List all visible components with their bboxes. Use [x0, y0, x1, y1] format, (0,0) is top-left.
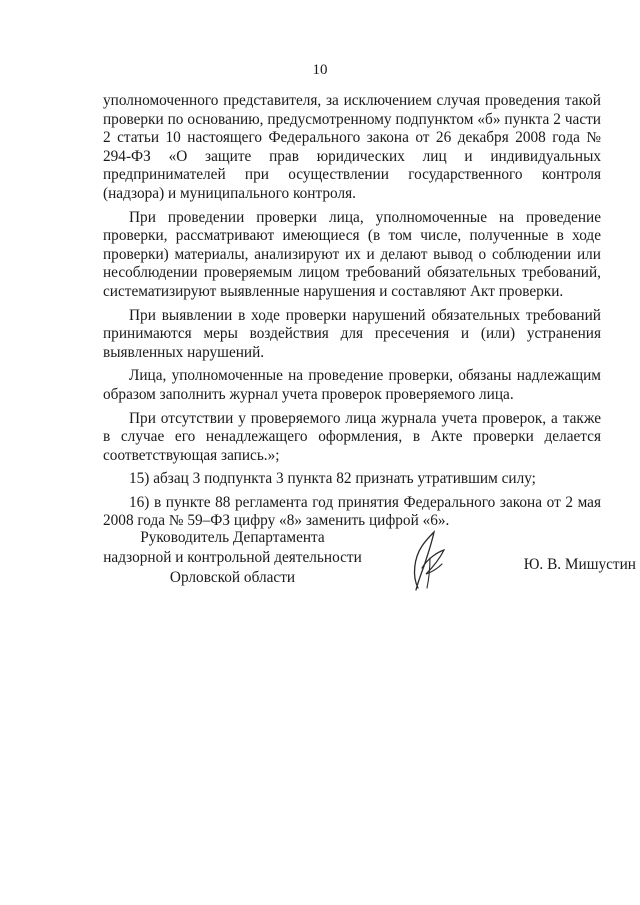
page-number: 10 [312, 62, 328, 78]
document-body [103, 92, 601, 531]
signer-name: Ю. В. Мишустин [523, 556, 636, 573]
handwritten-signature [408, 528, 448, 592]
paragraph-violation-measures: При выявлении в ходе проверки нарушений обязательных требований принимаются меры воздействия для пресечения и (или) устранения выявленных нарушений. [103, 306, 601, 361]
signer-position-line: Руководитель Департамента [140, 529, 325, 546]
signer-position [100, 528, 365, 588]
paragraph-item-15: 15) абзац 3 подпункта 3 пункта 82 признать утратившим силу; [129, 470, 536, 488]
paragraph-continuation: уполномоченного представителя, за исключением случая проведения такой проверки по основанию, предусмотренному подпунктом «б» пункта 2 части 2 статьи 10 настоящего Федерального закона от 26 декабря 2008 года № 294-ФЗ «О защите прав юридических лиц и индивидуальных предпринимателей при осуществлении государственного контроля (надзора) и муниципального контроля. [103, 92, 601, 202]
paragraph-missing-journal: При отсутствии у проверяемого лица журнала учета проверок, а также в случае его ненадлежащего оформления, в Акте проверки делается соответствующая запись.»; [103, 409, 601, 464]
paragraph-item-16: 16) в пункте 88 регламента год принятия Федерального закона от 2 мая 2008 года № 59–ФЗ цифру «8» заменить цифрой «6». [103, 493, 601, 530]
paragraph-journal-duty: Лица, уполномоченные на проведение проверки, обязаны надлежащим образом заполнить журнал учета проверок проверяемого лица. [103, 367, 601, 403]
signer-position-line: надзорной и контрольной деятельности [103, 549, 362, 566]
signer-position-line: Орловской области [169, 569, 296, 586]
paragraph-inspection-procedure: При проведении проверки лица, уполномоченные на проведение проверки, рассматривают имеющиеся (в том числе, полученные в ходе проверки) материалы, анализируют их и делают вывод о соблюдении или несоблюдении проверяемым лицом требований обязательных требований, систематизируют выявленные нарушения и составляют Акт проверки. [103, 208, 601, 300]
